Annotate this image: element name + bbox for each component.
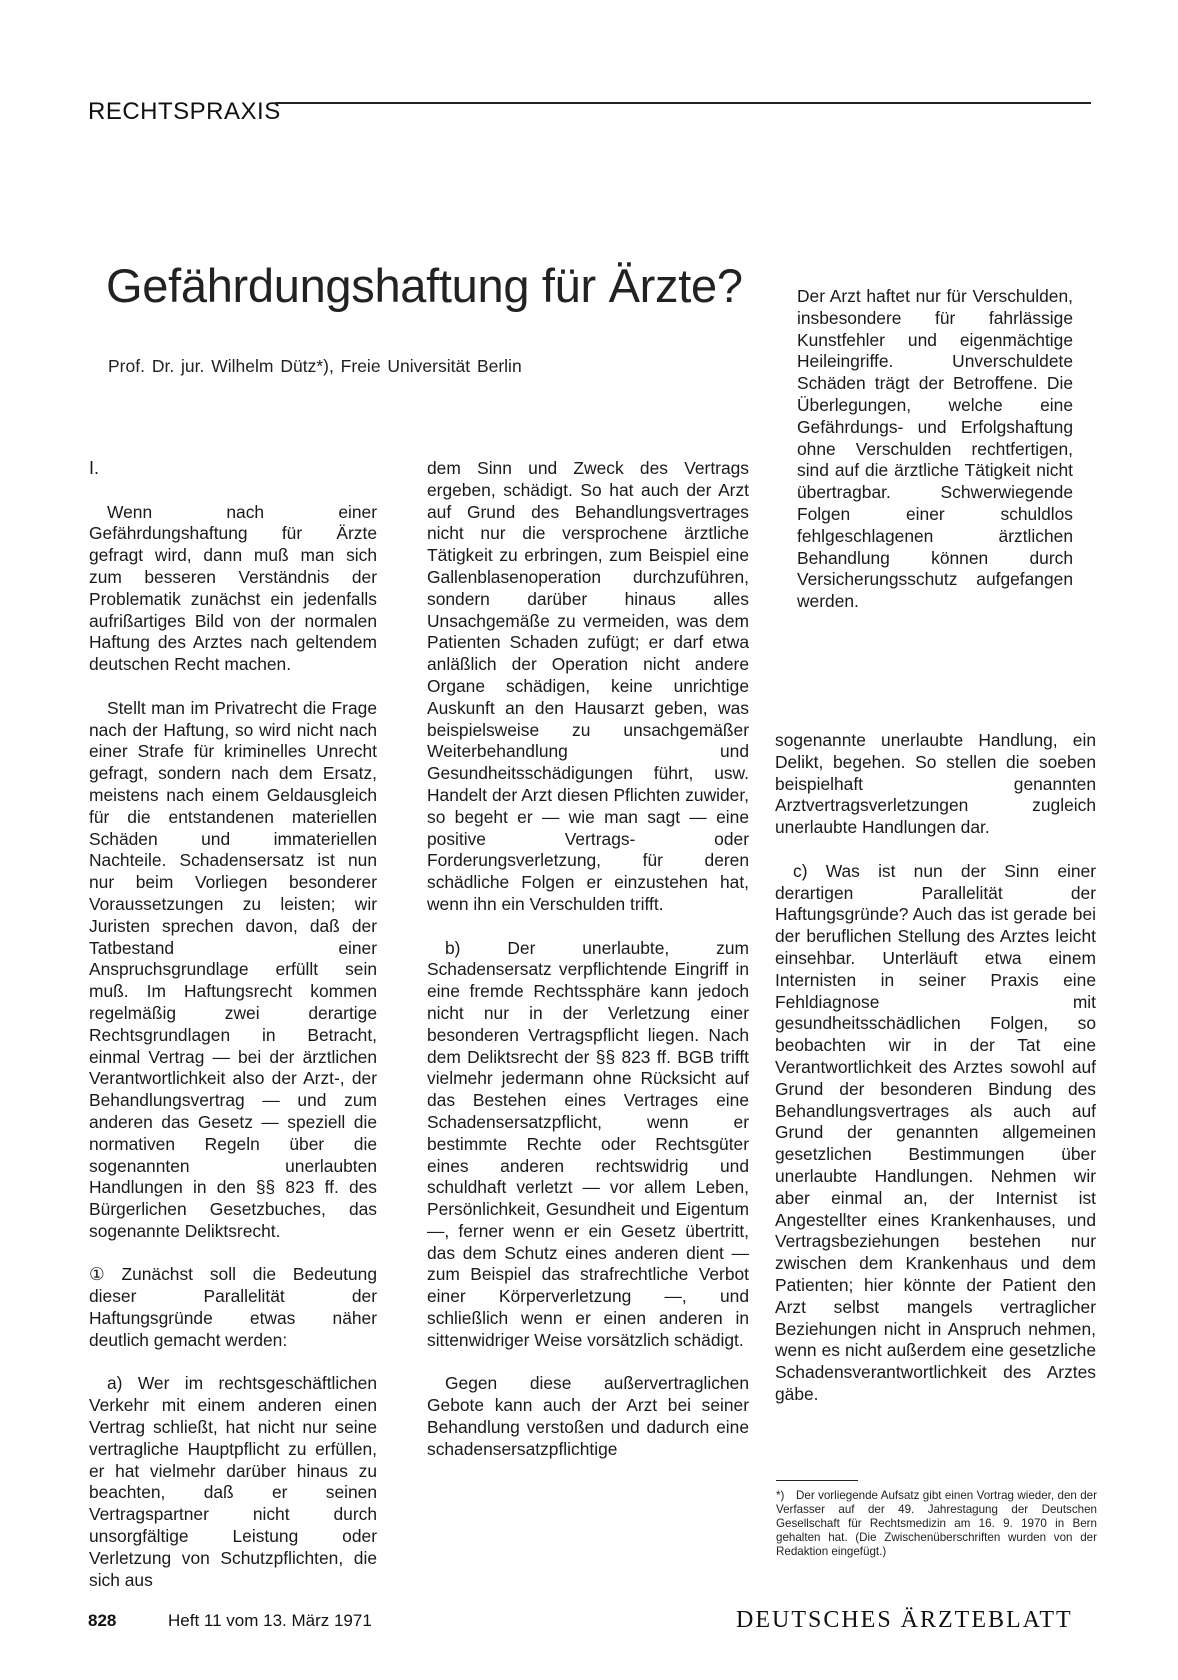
article-title: Gefährdungshaftung für Ärzte? <box>106 259 743 312</box>
page-number: 828 <box>88 1611 117 1630</box>
abstract <box>797 286 1073 613</box>
body-column-2 <box>427 458 749 1461</box>
header-rule <box>275 102 1091 104</box>
paragraph: dem Sinn und Zweck des Vertrags ergeben, schädigt. So hat auch der Arzt auf Grund des Behandlungsvertrages nicht nur die versprochene ärztliche Tätigkeit zu erbringen, zum Beispiel eine Gallenblasenoperation durchzuführen, sondern darüber hinaus alles Unsachgemäße zu vermeiden, was dem Patienten Schaden zufügt; er darf etwa anläßlich der Operation nicht andere Organe schädigen, keine unrichtige Auskunft an den Hausarzt geben, was beispielsweise zu unsachgemäßer Weiterbehandlung und Gesundheitsschädigungen führt, usw. Handelt der Arzt diesen Pflichten zuwider, so begeht er — wie man sagt — eine positive Vertrags- oder Forderungsverletzung, für deren schädliche Folgen er einzustehen hat, wenn ihn ein Verschulden trifft. <box>427 458 749 914</box>
paragraph: Wenn nach einer Gefährdungshaftung für Ärzte gefragt wird, dann muß man sich zum besseren Verständnis der Problematik zunächst ein jedenfalls aufrißartiges Bild von der normalen Haftung des Arztes nach geltendem deutschen Recht machen. <box>89 501 377 675</box>
issue-info: Heft 11 vom 13. März 1971 <box>168 1611 372 1630</box>
numbered-paragraph <box>89 1264 377 1351</box>
body-column-1 <box>89 458 377 1591</box>
paragraph: Stellt man im Privatrecht die Frage nach der Haftung, so wird nicht nach einer Strafe für kriminelles Unrecht gefragt, sondern nach dem Ersatz, meistens nach einem Geldausgleich für die entstandenen materiellen Schäden und immateriellen Nachteile. Schadensersatz ist nun nur beim Vorliegen besonderer Voraussetzungen zu leisten; wir Juristen sprechen davon, daß der Tatbestand einer Anspruchsgrundlage erfüllt sein muß. Im Haftungsrecht kommen regelmäßig zwei derartige Rechtsgrundlagen in Betracht, einmal Vertrag — bei der ärztlichen Verantwortlichkeit also der Arzt-, der Behandlungsvertrag — und zum anderen das Gesetz — speziell die normativen Regeln über die sogenannten unerlaubten Handlungen in den §§ 823 ff. des Bürgerlichen Gesetzbuches, das sogenannte Deliktsrecht. <box>89 697 377 1241</box>
paragraph: a) Wer im rechtsgeschäftlichen Verkehr mit einem anderen einen Vertrag schließt, hat nicht nur seine vertragliche Hauptpflicht zu erfüllen, er hat vielmehr darüber hinaus zu beachten, daß er seinen Vertragspartner nicht durch unsorgfältige Leistung oder Verletzung von Schutzpflichten, die sich aus <box>89 1373 377 1590</box>
numbered-paragraph-text: Zunächst soll die Bedeutung dieser Parallelität der Haftungsgründe etwas näher deutlich gemacht werden: <box>89 1264 377 1350</box>
footnote-marker: *) <box>776 1489 785 1502</box>
paragraph: b) Der unerlaubte, zum Schadensersatz verpflichtende Eingriff in eine fremde Rechtssphäre kann jedoch nicht nur in der Verletzung einer besonderen Vertragspflicht liegen. Nach dem Deliktsrecht der §§ 823 ff. BGB trifft vielmehr jedermann ohne Rücksicht auf das Bestehen eines Vertrages eine Schadensersatzpflicht, wenn er bestimmte Rechte oder Rechtsgüter eines anderen rechtswidrig und schuldhaft verletzt — vor allem Leben, Persönlichkeit, Gesundheit und Eigentum —, ferner wenn er ein Gesetz übertritt, das dem Schutz eines anderen dient — zum Beispiel das strafrechtliche Verbot einer Körperverletzung —, und schließlich wenn er einen anderen in sittenwidriger Weise vorsätzlich schädigt. <box>427 937 749 1350</box>
footnote-rule <box>776 1480 858 1481</box>
paragraph: Gegen diese außervertraglichen Gebote kann auch der Arzt bei seiner Behandlung verstoßen und dadurch eine schadensersatzpflichtige <box>427 1373 749 1459</box>
section-label: RECHTSPRAXIS <box>88 98 281 125</box>
footnote-text: Der vorliegende Aufsatz gibt einen Vortrag wieder, den der Verfasser auf der 49. Jahrestagung der Deutschen Gesellschaft für Rechtsmedizin am 16. 9. 1970 in Bern gehalten hat. (Die Zwischenüberschriften wurden von der Redaktion eingefügt.) <box>776 1489 1097 1558</box>
article-author: Prof. Dr. jur. Wilhelm Dütz*), Freie Universität Berlin <box>108 356 522 376</box>
body-column-3 <box>775 730 1096 1406</box>
section-heading: I. <box>89 458 100 478</box>
paragraph: c) Was ist nun der Sinn einer derartigen Parallelität der Haftungsgründe? Auch das ist gerade bei der beruflichen Stellung des Arztes leicht einsehbar. Unterläuft etwa einem Internisten in seiner Praxis eine Fehldiagnose mit gesundheitsschädlichen Folgen, so beobachten wir in der Tat eine Verantwortlichkeit des Arztes sowohl auf Grund der besonderen Bindung des Behandlungsvertrages als auch auf Grund der genannten allgemeinen gesetzlichen Bestimmungen über unerlaubte Handlungen. Nehmen wir aber einmal an, der Internist ist Angestellter eines Krankenhauses, und Vertragsbeziehungen bestehen nur zwischen dem Krankenhaus und dem Patienten; hier könnte der Patient den Arzt selbst mangels vertraglicher Beziehungen nicht in Anspruch nehmen, wenn es nicht außerdem eine gesetzliche Schadensverantwortlichkeit des Arztes gäbe. <box>775 860 1096 1404</box>
journal-name: DEUTSCHES ÄRZTEBLATT <box>736 1607 1073 1633</box>
circled-number-marker: ① <box>89 1264 105 1285</box>
footnote <box>776 1489 1097 1559</box>
abstract-text: Der Arzt haftet nur für Verschulden, insbesondere für fahrlässige Kunstfehler und eigenmächtige Heileingriffe. Unverschuldete Schäden trägt der Betroffene. Die Überlegungen, welche eine Gefährdungs- und Erfolgshaftung ohne Verschulden rechtfertigen, sind auf die ärztliche Tätigkeit nicht übertragbar. Schwerwiegende Folgen einer schuldlos fehlgeschlagenen ärztlichen Behandlung können durch Versicherungsschutz aufgefangen werden. <box>797 286 1073 612</box>
paragraph: sogenannte unerlaubte Handlung, ein Delikt, begehen. So stellen die soeben beispielhaft genannten Arztvertragsverletzungen zugleich unerlaubte Handlungen dar. <box>775 730 1096 838</box>
